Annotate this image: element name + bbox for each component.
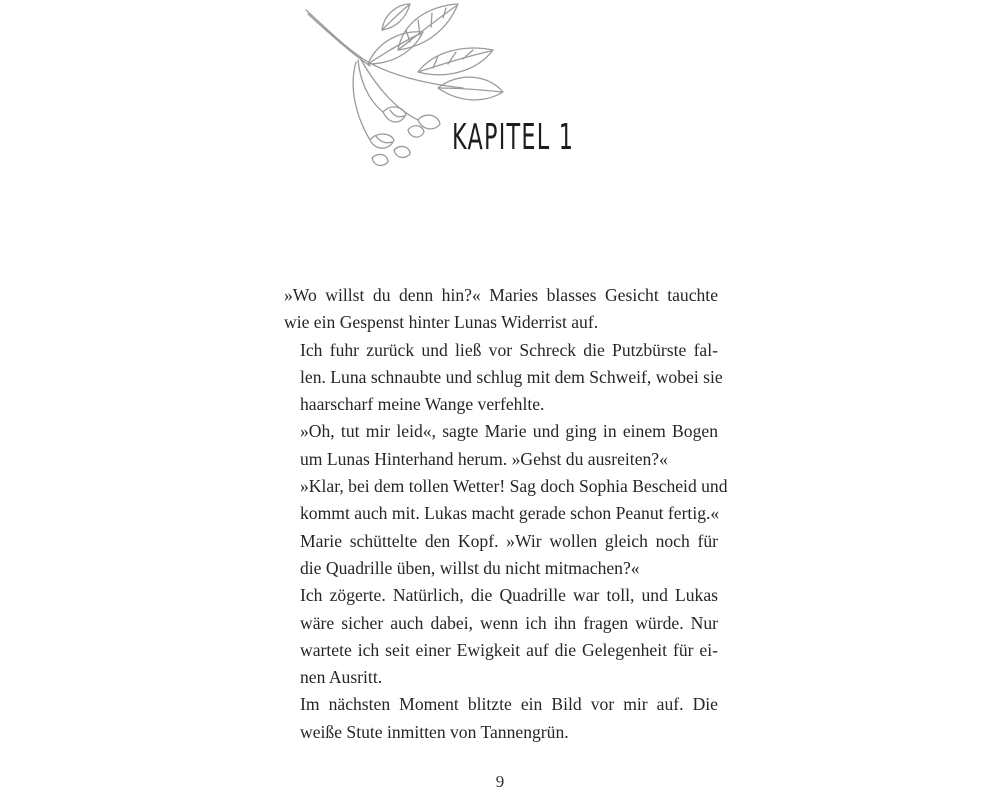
text-line: nen Ausritt. xyxy=(300,667,383,688)
text-line: wäre sicher auch dabei, wenn ich ihn fragen würde. Nur xyxy=(300,612,718,633)
paragraph xyxy=(284,337,723,419)
text-line: »Wo willst du denn hin?« Maries blasses Gesicht tauchte xyxy=(284,285,718,305)
text-line: len. Luna schnaubte und schlug mit dem Schweif, wobei sie xyxy=(300,366,723,387)
text-line: Marie schüttelte den Kopf. »Wir wollen gleich noch für xyxy=(300,530,718,551)
text-line: »Oh, tut mir leid«, sagte Marie und ging in einem Bogen xyxy=(300,421,718,442)
paragraph xyxy=(284,418,718,473)
text-line: Ich zögerte. Natürlich, die Quadrille war toll, und Lukas xyxy=(300,585,718,606)
paragraph xyxy=(284,582,718,691)
text-line: die Quadrille üben, willst du nicht mitmachen?« xyxy=(300,557,640,578)
paragraph xyxy=(284,473,728,528)
text-line: Im nächsten Moment blitzte ein Bild vor mir auf. Die xyxy=(300,694,718,715)
text-line: kommt auch mit. Lukas macht gerade schon Peanut fertig.« xyxy=(300,503,720,524)
text-line: um Lunas Hinterhand herum. »Gehst du ausreiten?« xyxy=(300,448,668,469)
paragraph xyxy=(284,528,718,583)
text-line: Ich fuhr zurück und ließ vor Schreck die Putzbürste fal- xyxy=(300,339,718,360)
text-line: wartete ich seit einer Ewigkeit auf die Gelegenheit für ei- xyxy=(300,639,718,660)
paragraph xyxy=(284,691,718,746)
text-line: »Klar, bei dem tollen Wetter! Sag doch Sophia Bescheid und xyxy=(300,476,728,497)
text-line: wie ein Gespenst hinter Lunas Widerrist auf. xyxy=(284,312,599,333)
body-text xyxy=(284,282,728,746)
chapter-title: KAPITEL 1 xyxy=(452,117,575,158)
page-number: 9 xyxy=(495,772,505,791)
text-line: weiße Stute inmitten von Tannengrün. xyxy=(300,721,569,742)
text-line: haarscharf meine Wange verfehlte. xyxy=(300,394,545,415)
paragraph xyxy=(284,282,718,337)
